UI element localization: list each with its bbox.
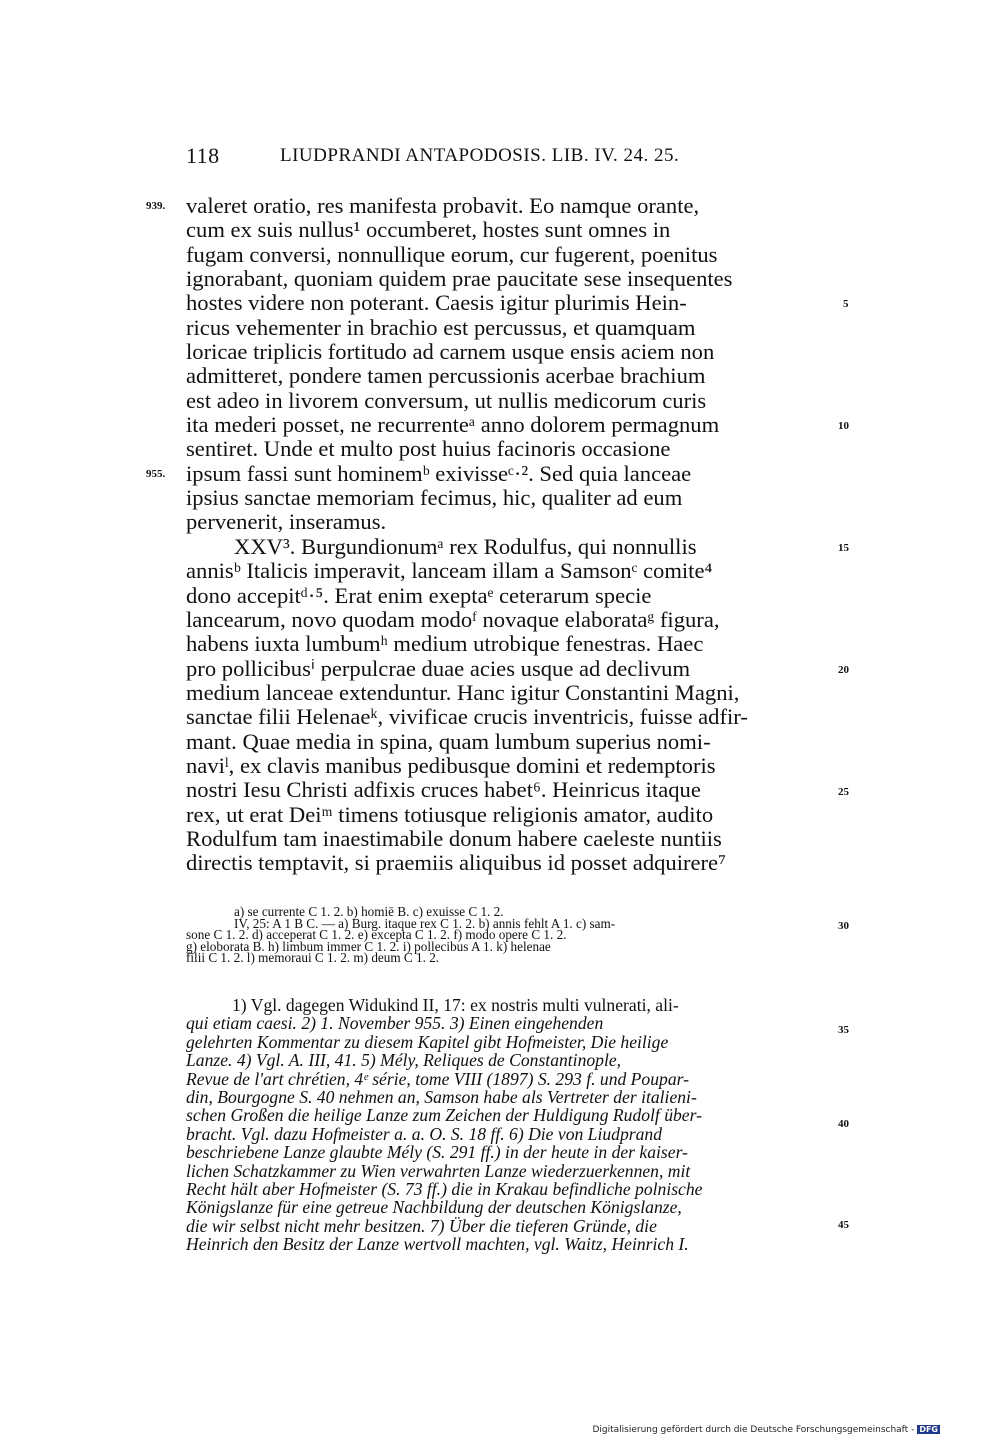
footnote-line: Revue de l'art chrétien, 4ᵉ série, tome VIII (1897) S. 293 f. und Poupar- bbox=[186, 1068, 689, 1089]
footnote-line: qui etiam caesi. 2) 1. November 955. 3) Einen eingehenden bbox=[186, 1013, 604, 1034]
text-line: valeret oratio, res manifesta probavit. Eo namque orante, bbox=[186, 193, 700, 218]
footnote-line: Lanze. 4) Vgl. A. III, 41. 5) Mély, Reliques de Constantinople, bbox=[186, 1050, 622, 1071]
text-line: sentiret. Unde et multo post huius facinoris occasione bbox=[186, 436, 671, 462]
footnote-line: din, Bourgogne S. 40 nehmen an, Samson habe als Vertreter der italieni- bbox=[186, 1086, 697, 1107]
text-line: ipsum fassi sunt hominemᵇ exivisseᶜ·². Sed quia lanceae bbox=[186, 460, 692, 486]
footnote-line: lichen Schatzkammer zu Wien verwahrten Lanze wiederzuerkennen, mit bbox=[186, 1160, 691, 1181]
apparatus-line: filii C 1. 2. l) memoraui C 1. 2. m) deum C 1. 2. bbox=[186, 950, 440, 966]
line-number-45: 45 bbox=[838, 1219, 849, 1231]
footnote-line: 1) Vgl. dagegen Widukind II, 17: ex nostris multi vulnerati, ali- bbox=[232, 995, 679, 1015]
text-line: rex, ut erat Deiᵐ timens totiusque religionis amator, audito bbox=[186, 801, 714, 827]
text-line: fugam conversi, nonnullique eorum, cur fugerent, poenitus bbox=[186, 241, 718, 267]
line-number-25: 25 bbox=[838, 786, 849, 798]
footnote-line: Recht hält aber Hofmeister (S. 73 ff.) die in Krakau befindliche polnische bbox=[186, 1178, 703, 1199]
page-number: 118 bbox=[186, 143, 220, 168]
text-line: habens iuxta lumbumʰ medium utrobique fenestras. Haec bbox=[186, 631, 704, 657]
line-number-40: 40 bbox=[838, 1118, 849, 1130]
text-line: pervenerit, inseramus. bbox=[186, 509, 387, 535]
credit-text: Digitalisierung gefördert durch die Deutsche Forschungsgemeinschaft - bbox=[592, 1425, 915, 1435]
text-line: ignorabant, quoniam quidem prae paucitate sese insequentes bbox=[186, 266, 733, 292]
footnotes bbox=[186, 996, 826, 1253]
footnote-line: gelehrten Kommentar zu diesem Kapitel gibt Hofmeister, Die heilige bbox=[186, 1031, 669, 1052]
footnote-line: schen Großen die heilige Lanze zum Zeichen der Huldigung Rudolf über- bbox=[186, 1105, 702, 1126]
text-line: mant. Quae media in spina, quam lumbum superius nomi- bbox=[186, 728, 711, 754]
text-line: nostri Iesu Christi adfixis cruces habet⁶. Heinricus itaque bbox=[186, 777, 701, 803]
apparatus-line: a) se currente C 1. 2. b) homiē B. c) exuisse C 1. 2. bbox=[234, 904, 504, 919]
text-line: Rodulfum tam inaestimabile donum habere caeleste nuntiis bbox=[186, 825, 722, 851]
text-line: directis temptavit, si praemiis aliquibus id posset adquirere⁷ bbox=[186, 850, 726, 876]
footnote-line: Heinrich den Besitz der Lanze wertvoll machten, vgl. Waitz, Heinrich I. bbox=[186, 1234, 689, 1255]
text-line: lancearum, novo quodam modoᶠ novaque elaborataᵍ figura, bbox=[186, 606, 720, 632]
footnote-line: bracht. Vgl. dazu Hofmeister a. a. O. S. 18 ff. 6) Die von Liudprand bbox=[186, 1123, 662, 1144]
footnote-line: Königslanze für eine getreue Nachbildung der deutschen Königslanze, bbox=[186, 1197, 682, 1218]
text-line: sanctae filii Helenaeᵏ, vivificae crucis inventricis, fuisse adfir- bbox=[186, 704, 748, 730]
text-line: annisᵇ Italicis imperavit, lanceam illam a Samsonᶜ comite⁴ bbox=[186, 558, 713, 584]
footnote-line: die wir selbst nicht mehr besitzen. 7) Über die tieferen Gründe, die bbox=[186, 1215, 657, 1236]
line-number-35: 35 bbox=[838, 1024, 849, 1036]
year-marker-955: 955. bbox=[146, 468, 166, 480]
text-line: pro pollicibusⁱ perpulcrae duae acies usque ad declivum bbox=[186, 655, 691, 681]
dfg-logo: DFG bbox=[919, 1425, 938, 1434]
text-line: medium lanceae extenduntur. Hanc igitur Constantini Magni, bbox=[186, 679, 740, 705]
year-marker-939: 939. bbox=[146, 200, 166, 212]
text-line: ipsius sanctae memoriam fecimus, hic, qualiter ad eum bbox=[186, 485, 683, 511]
apparatus-line: g) eloborata B. h) limbum immer C 1. 2. i) pollecibus A 1. k) helenae bbox=[186, 938, 551, 954]
line-number-10: 10 bbox=[838, 420, 849, 432]
chapter-heading-line: XXV³. Burgundionumᵃ rex Rodulfus, qui nonnullis bbox=[234, 533, 697, 559]
apparatus-line: sone C 1. 2. d) acceperat C 1. 2. e) excepta C 1. 2. f) modo opere C 1. 2. bbox=[186, 927, 567, 943]
text-line: hostes videre non poterant. Caesis igitur plurimis Hein- bbox=[186, 290, 687, 316]
running-header bbox=[186, 143, 826, 173]
critical-apparatus bbox=[186, 906, 826, 964]
line-number-5: 5 bbox=[843, 298, 849, 310]
text-line: ita mederi posset, ne recurrenteᵃ anno dolorem permagnum bbox=[186, 412, 720, 438]
text-line: dono accepitᵈ·⁵. Erat enim exeptaᵉ ceterarum specie bbox=[186, 582, 652, 608]
line-number-20: 20 bbox=[838, 664, 849, 676]
text-line: est adeo in livorem conversum, ut nullis medicorum curis bbox=[186, 387, 707, 413]
main-text bbox=[186, 194, 826, 876]
text-line: ricus vehementer in brachio est percussus, et quamquam bbox=[186, 314, 696, 340]
footnote-line: beschriebene Lanze glaubte Mély (S. 291 ff.) in der heute in der kaiser- bbox=[186, 1142, 688, 1163]
text-line: loricae triplicis fortitudo ad carnem usque ensis aciem non bbox=[186, 339, 715, 365]
text-line: admitteret, pondere tamen percussionis acerbae brachium bbox=[186, 363, 706, 389]
text-line: naviˡ, ex clavis manibus pedibusque domini et redemptoris bbox=[186, 752, 716, 778]
running-title: LIUDPRANDI ANTAPODOSIS. LIB. IV. 24. 25. bbox=[280, 145, 680, 166]
line-number-30: 30 bbox=[838, 920, 849, 932]
line-number-15: 15 bbox=[838, 542, 849, 554]
text-line: cum ex suis nullus¹ occumberet, hostes sunt omnes in bbox=[186, 217, 671, 243]
digitization-credit bbox=[592, 1425, 940, 1435]
apparatus-line: IV, 25: A 1 B C. — a) Burg. itaque rex C 1. 2. b) annis fehlt A 1. c) sam- bbox=[234, 915, 616, 931]
